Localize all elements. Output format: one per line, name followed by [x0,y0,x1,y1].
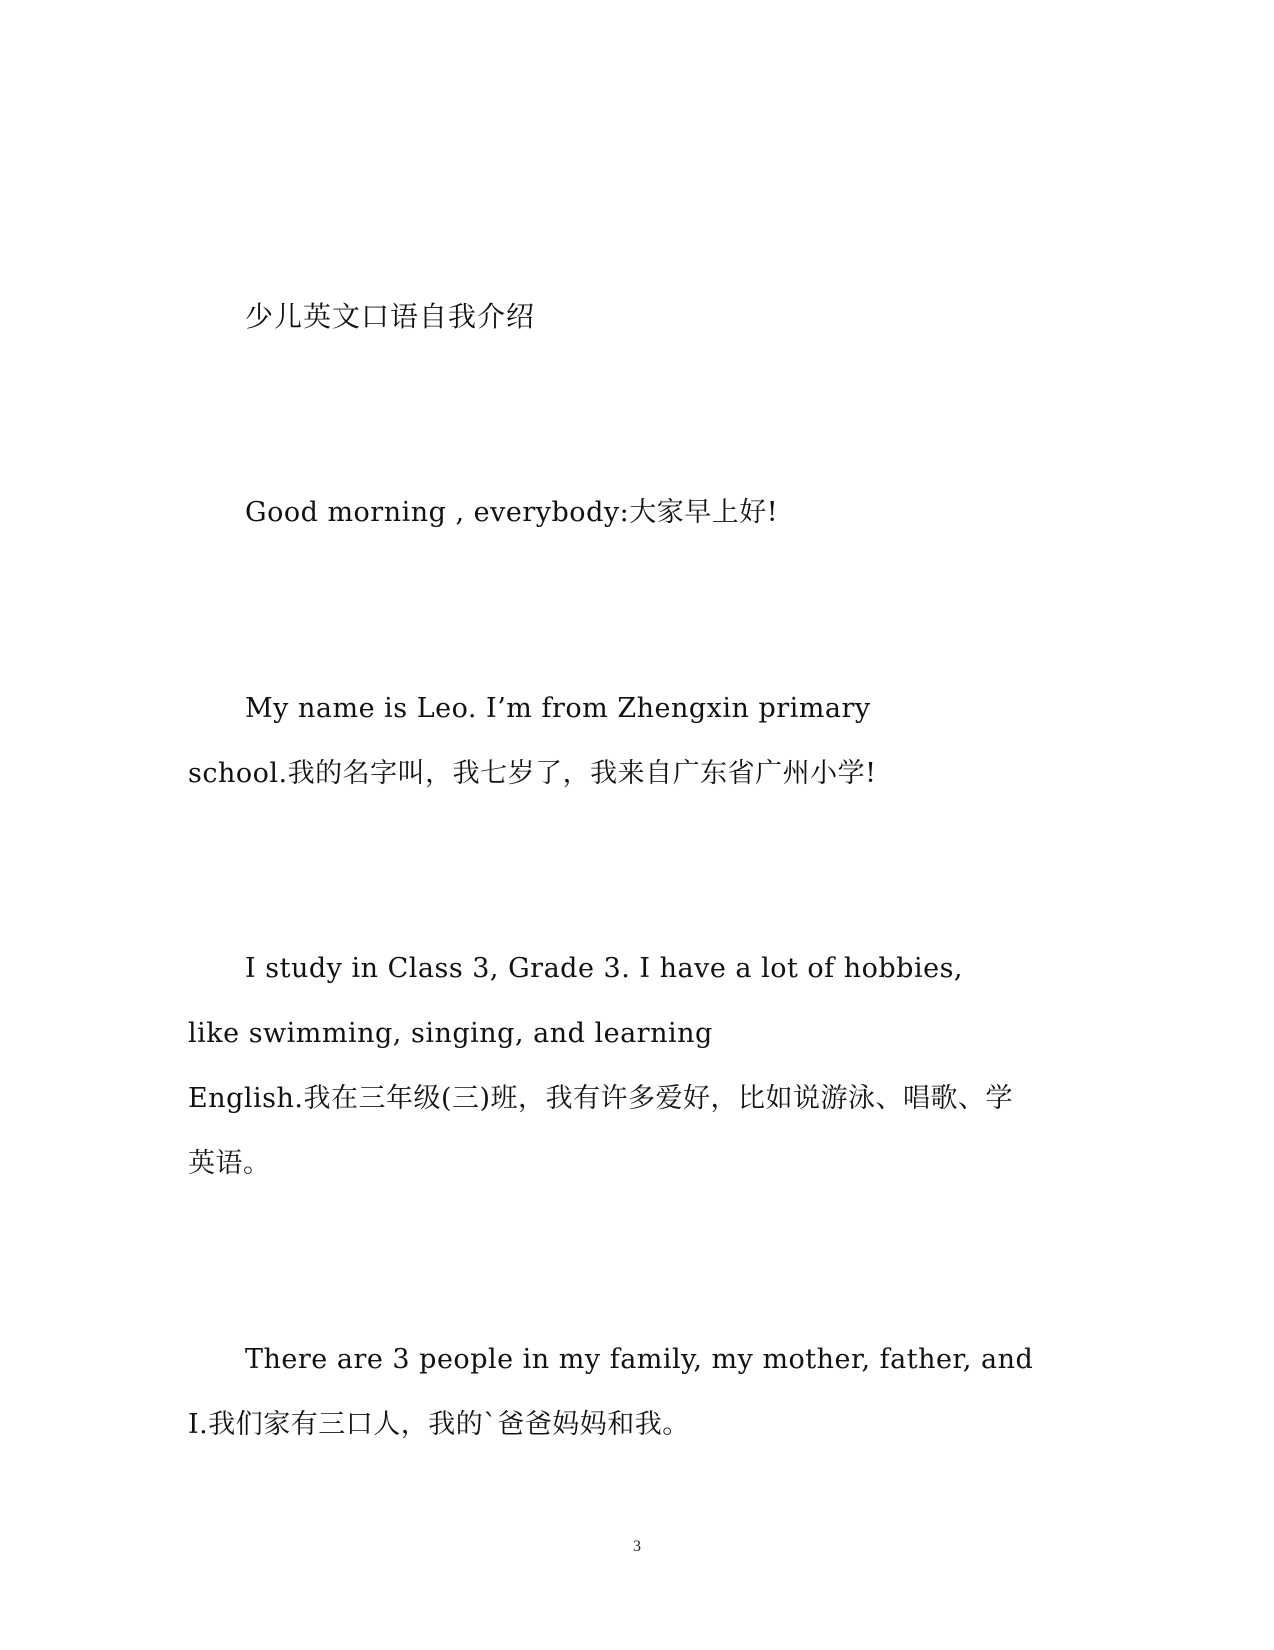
document-title: 少儿英文口语自我介绍 [245,300,536,333]
paragraph-3-line-4: 英语。 [188,1148,271,1179]
paragraph-2-line-1: My name is Leo. I’m from Zhengxin primary [245,693,871,724]
paragraph-3-line-1: I study in Class 3, Grade 3. I have a lot of hobbies, [245,953,964,984]
paragraph-3-line-2: like swimming, singing, and learning [188,1018,713,1049]
paragraph-2-line-2: school.我的名字叫，我七岁了，我来自广东省广州小学! [188,758,877,789]
paragraph-4-line-1: There are 3 people in my family, my mother, father, and [245,1344,1034,1375]
paragraph-4-line-2: I.我们家有三口人，我的`爸爸妈妈和我。 [188,1409,690,1440]
page-number: 3 [633,1538,641,1555]
paragraph-3-line-3: English.我在三年级(三)班，我有许多爱好，比如说游泳、唱歌、学 [188,1083,1014,1114]
paragraph-1-line-1: Good morning , everybody:大家早上好! [245,497,779,528]
